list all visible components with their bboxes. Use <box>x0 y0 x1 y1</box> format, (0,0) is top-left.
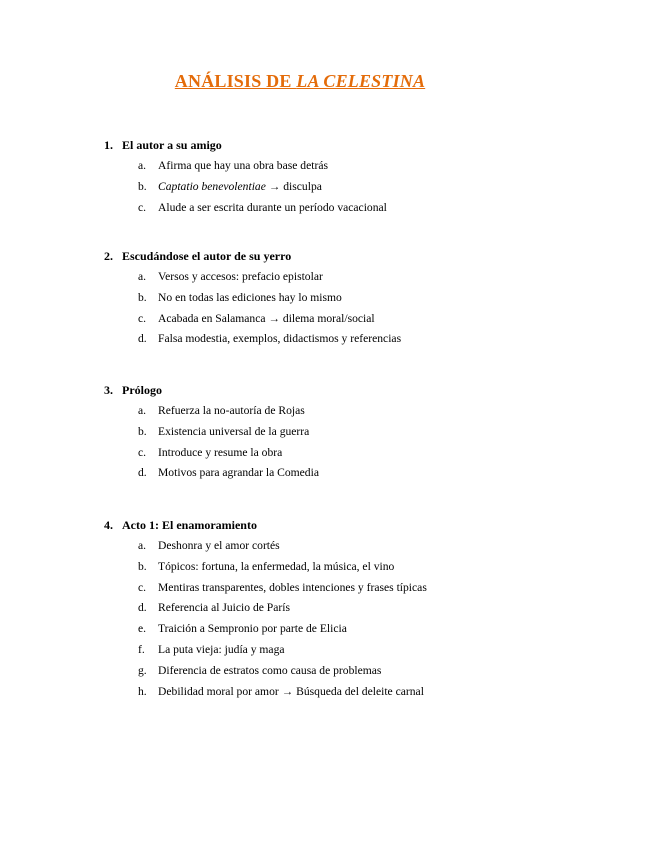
section-item-list <box>104 156 624 218</box>
list-item <box>104 619 624 640</box>
list-item-text <box>158 619 347 640</box>
list-item <box>104 640 624 661</box>
list-item-letter: d. <box>138 332 147 346</box>
list-item-text <box>158 401 305 422</box>
list-item-text <box>158 422 309 443</box>
section-heading-text: El autor a su amigo <box>122 138 222 152</box>
section-number: 2. <box>104 249 113 263</box>
list-item <box>104 329 624 350</box>
list-item-text <box>158 557 394 578</box>
list-item-text-plain: Mentiras transparentes, dobles intenciones y frases típicas <box>158 580 427 594</box>
list-item-text <box>158 329 401 350</box>
section-heading-text: Escudándose el autor de su yerro <box>122 249 292 263</box>
list-item-text <box>158 640 285 661</box>
section-heading <box>104 515 624 535</box>
list-item-text <box>158 177 322 198</box>
list-item-text <box>158 661 381 682</box>
section-item-list <box>104 267 624 350</box>
outline-section <box>104 135 624 218</box>
list-item <box>104 661 624 682</box>
list-item-text <box>158 536 280 557</box>
list-item-text-plain: Traición a Sempronio por parte de Elicia <box>158 622 347 636</box>
outline-section <box>104 246 624 350</box>
list-item-text-plain: Tópicos: fortuna, la enfermedad, la música, el vino <box>158 559 395 573</box>
section-heading-text: Acto 1: El enamoramiento <box>122 518 257 532</box>
list-item-letter: b. <box>138 559 147 573</box>
list-item <box>104 463 624 484</box>
list-item <box>104 177 624 198</box>
list-item-letter: f. <box>138 642 145 656</box>
list-item <box>104 422 624 443</box>
list-item-letter: b. <box>138 424 147 438</box>
list-item-letter: c. <box>138 311 147 325</box>
list-item-text <box>158 288 342 309</box>
list-item-text <box>158 598 290 619</box>
list-item-letter: a. <box>138 270 147 283</box>
section-number: 3. <box>104 383 113 397</box>
list-item-text-plain: La puta vieja: judía y maga <box>158 642 285 656</box>
section-heading <box>104 246 624 266</box>
list-item-letter: c. <box>138 200 147 214</box>
list-item-text <box>158 267 323 288</box>
list-item-text-italic: Captatio benevolentiae <box>158 179 266 193</box>
list-item-text-plain: No en todas las ediciones hay lo mismo <box>158 290 342 304</box>
list-item-text-plain: Falsa modestia, exemplos, didactismos y referencias <box>158 332 402 346</box>
list-item <box>104 682 624 703</box>
list-item-text-plain: Referencia al Juicio de París <box>158 601 290 615</box>
list-item-letter: h. <box>138 684 147 698</box>
section-number: 1. <box>104 138 113 152</box>
list-item-letter: d. <box>138 466 147 480</box>
list-item-text-plain: Existencia universal de la guerra <box>158 424 310 438</box>
section-heading <box>104 380 624 400</box>
list-item-letter: c. <box>138 580 147 594</box>
list-item-letter: a. <box>138 159 147 172</box>
list-item <box>104 536 624 557</box>
list-item <box>104 578 624 599</box>
title-prefix: ANÁLISIS DE <box>174 71 297 91</box>
list-item-text <box>158 443 282 464</box>
list-item-text-plain: Motivos para agrandar la Comedia <box>158 466 319 480</box>
list-item-text-plain: Versos y accesos: prefacio epistolar <box>158 270 323 283</box>
list-item <box>104 156 624 177</box>
section-heading-text: Prólogo <box>122 383 162 397</box>
list-item-letter: a. <box>138 539 147 552</box>
list-item-letter: a. <box>138 404 147 417</box>
list-item <box>104 401 624 422</box>
list-item-text <box>158 309 375 330</box>
list-item-text-plain: Deshonra y el amor cortés <box>158 539 280 552</box>
list-item-text <box>158 682 424 703</box>
list-item-letter: c. <box>138 445 147 459</box>
list-item <box>104 598 624 619</box>
list-item-text <box>158 463 319 484</box>
list-item-text-plain: Refuerza la no-autoría de Rojas <box>158 404 305 417</box>
list-item-text-suffix: → disculpa <box>265 179 322 193</box>
list-item-text <box>158 198 387 219</box>
document-title <box>0 71 600 92</box>
list-item-letter: e. <box>138 622 147 636</box>
list-item-letter: b. <box>138 179 147 193</box>
list-item-text-plain: Acabada en Salamanca → dilema moral/social <box>158 311 375 325</box>
section-item-list <box>104 401 624 484</box>
section-heading <box>104 135 624 155</box>
outline-section <box>104 380 624 484</box>
section-number: 4. <box>104 518 113 532</box>
list-item-text <box>158 578 427 599</box>
section-item-list <box>104 536 624 702</box>
list-item <box>104 288 624 309</box>
list-item-letter: g. <box>138 663 147 677</box>
list-item <box>104 267 624 288</box>
list-item-text <box>158 156 328 177</box>
list-item-letter: d. <box>138 601 147 615</box>
outline-section <box>104 515 624 702</box>
list-item-text-plain: Alude a ser escrita durante un período vacacional <box>158 200 387 214</box>
list-item <box>104 309 624 330</box>
list-item <box>104 198 624 219</box>
list-item-text-plain: Introduce y resume la obra <box>158 445 283 459</box>
list-item-text-plain: Diferencia de estratos como causa de problemas <box>158 663 382 677</box>
title-work-name: LA CELESTINA <box>296 71 426 91</box>
list-item-text-plain: Afirma que hay una obra base detrás <box>158 159 328 172</box>
list-item <box>104 557 624 578</box>
list-item-text-plain: Debilidad moral por amor → Búsqueda del deleite carnal <box>158 684 424 698</box>
list-item-letter: b. <box>138 290 147 304</box>
list-item <box>104 443 624 464</box>
